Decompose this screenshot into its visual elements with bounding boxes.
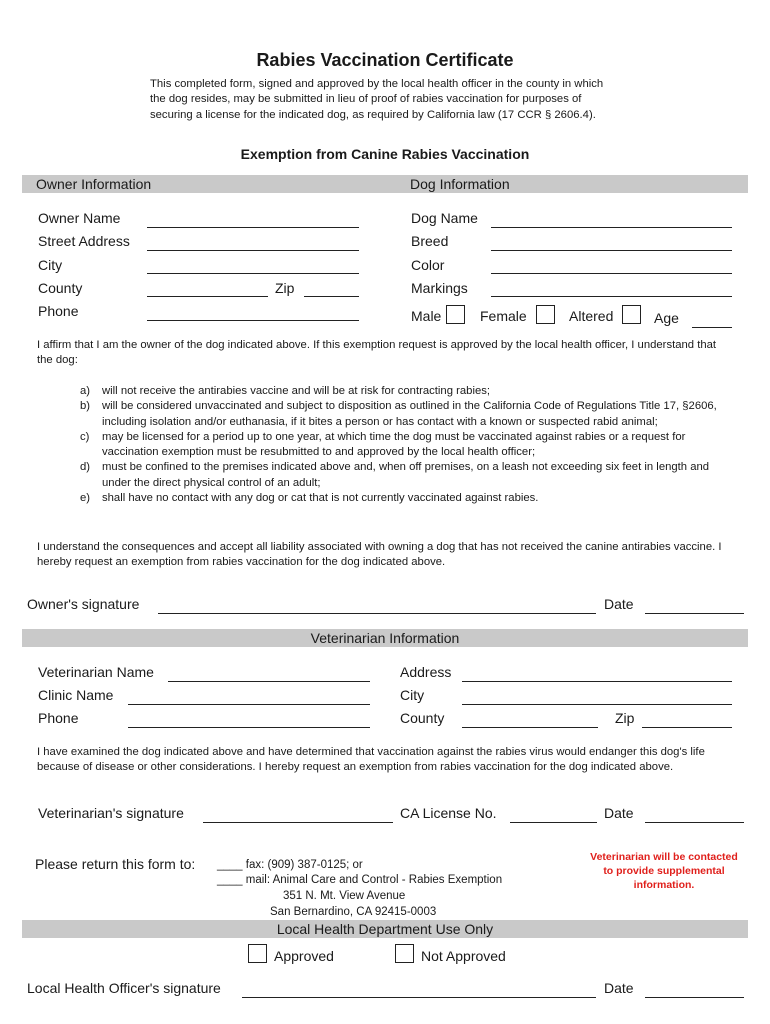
vet-county-field[interactable] xyxy=(462,727,598,728)
affirmation-text: I affirm that I am the owner of the dog indicated above. If this exemption request is approved by the local health officer, I understand that the dog: xyxy=(37,339,717,367)
vet-county-label: County xyxy=(400,710,445,726)
altered-label: Altered xyxy=(569,308,614,324)
vet-signature-label: Veterinarian's signature xyxy=(38,805,184,821)
male-checkbox[interactable] xyxy=(446,305,465,324)
clinic-name-field[interactable] xyxy=(128,704,370,705)
owner-signature-field[interactable] xyxy=(158,613,596,614)
owner-name-label: Owner Name xyxy=(38,210,121,226)
return-address-line2: San Bernardino, CA 92415-0003 xyxy=(270,906,437,918)
markings-label: Markings xyxy=(411,280,468,296)
age-field[interactable] xyxy=(692,327,732,328)
officer-signature-field[interactable] xyxy=(242,997,596,998)
not-approved-checkbox[interactable] xyxy=(395,944,414,963)
officer-date-field[interactable] xyxy=(645,997,744,998)
vet-name-label: Veterinarian Name xyxy=(38,664,154,680)
owner-signature-label: Owner's signature xyxy=(27,596,140,612)
owner-zip-field[interactable] xyxy=(304,296,359,297)
owner-phone-label: Phone xyxy=(38,303,79,319)
liability-text: I understand the consequences and accept all liability associated with owning a dog that has not received the canine antirabies vaccine. I hereby request an exemption from rabies vaccination for the dog indicated above. xyxy=(37,541,722,569)
approved-label: Approved xyxy=(274,948,334,964)
vet-statement: I have examined the dog indicated above and have determined that vaccination against the rabies virus would endanger this dog's life because of disease or other considerations. I hereby request an exemption from rabies vaccination for the dog indicated above. xyxy=(37,746,705,774)
form-title: Rabies Vaccination Certificate xyxy=(256,50,514,70)
owner-city-label: City xyxy=(38,257,63,273)
officer-signature-label: Local Health Officer's signature xyxy=(27,980,221,996)
return-mail: ____ mail: Animal Care and Control - Rabies Exemption xyxy=(217,874,503,886)
owner-county-field[interactable] xyxy=(147,296,268,297)
owner-name-field[interactable] xyxy=(147,227,359,228)
owner-info-header: Owner Information xyxy=(36,176,152,192)
male-label: Male xyxy=(411,308,442,324)
vet-city-label: City xyxy=(400,687,425,703)
female-label: Female xyxy=(480,308,527,324)
condition-item: c) may be licensed for a period up to one year, at which time the dog must be vaccinated against rabies or a request for vaccination exemption must be resubmitted to and approved by the local health officer; xyxy=(80,430,686,459)
license-field[interactable] xyxy=(510,822,597,823)
clinic-name-label: Clinic Name xyxy=(38,687,114,703)
vet-city-field[interactable] xyxy=(462,704,732,705)
return-label: Please return this form to: xyxy=(35,856,196,872)
vet-zip-field[interactable] xyxy=(642,727,732,728)
condition-item: a) will not receive the antirabies vaccine and will be at risk for contracting rabies; xyxy=(80,385,491,397)
age-label: Age xyxy=(654,310,679,326)
vet-name-field[interactable] xyxy=(168,681,370,682)
dog-info-header: Dog Information xyxy=(410,176,510,192)
breed-field[interactable] xyxy=(491,250,732,251)
owner-date-field[interactable] xyxy=(645,613,744,614)
vet-info-header: Veterinarian Information xyxy=(310,630,460,646)
vet-address-field[interactable] xyxy=(462,681,732,682)
dog-name-field[interactable] xyxy=(491,227,732,228)
vet-contact-notice: Veterinarian will be contacted to provide supplemental information. xyxy=(590,851,738,891)
vet-phone-field[interactable] xyxy=(128,727,370,728)
intro-paragraph: This completed form, signed and approved by the local health officer in the county in which the dog resides, may be submitted in lieu of proof of rabies vaccination for purposes of securing a license for the indicated dog, as required by California law (17 CCR § 2606.4). xyxy=(150,78,604,121)
officer-date-label: Date xyxy=(604,980,634,996)
vet-address-label: Address xyxy=(400,664,452,680)
return-fax: ____ fax: (909) 387-0125; or xyxy=(217,859,363,871)
street-address-label: Street Address xyxy=(38,233,130,249)
condition-item: d) must be confined to the premises indicated above and, when off premises, on a leash not exceeding six feet in length and under the direct physical control of an adult; xyxy=(80,461,710,489)
vet-date-label: Date xyxy=(604,805,634,821)
return-address-line1: 351 N. Mt. View Avenue xyxy=(283,890,406,902)
vet-phone-label: Phone xyxy=(38,710,79,726)
condition-item: e) shall have no contact with any dog or cat that is not currently vaccinated against rabies. xyxy=(80,492,539,505)
street-address-field[interactable] xyxy=(147,250,359,251)
owner-phone-field[interactable] xyxy=(147,320,359,321)
color-field[interactable] xyxy=(491,273,732,274)
owner-county-label: County xyxy=(38,280,83,296)
conditions-list xyxy=(80,384,740,506)
vet-signature-field[interactable] xyxy=(203,822,393,823)
color-label: Color xyxy=(411,257,445,273)
condition-item: b) will be considered unvaccinated and subject to disposition as outlined in the California Code of Regulations Title 17, §2606, including isolation and/or euthanasia, if it bites a person or has contact with a known or suspected rabid animal; xyxy=(80,400,717,428)
altered-checkbox[interactable] xyxy=(622,305,641,324)
owner-city-field[interactable] xyxy=(147,273,359,274)
not-approved-label: Not Approved xyxy=(421,948,506,964)
vet-date-field[interactable] xyxy=(645,822,744,823)
female-checkbox[interactable] xyxy=(536,305,555,324)
owner-date-label: Date xyxy=(604,596,634,612)
breed-label: Breed xyxy=(411,233,449,249)
lhd-header: Local Health Department Use Only xyxy=(276,921,494,937)
dog-name-label: Dog Name xyxy=(411,210,478,226)
vet-zip-label: Zip xyxy=(615,710,635,726)
approved-checkbox[interactable] xyxy=(248,944,267,963)
form-subtitle: Exemption from Canine Rabies Vaccination xyxy=(240,146,530,162)
license-label: CA License No. xyxy=(400,805,497,821)
owner-zip-label: Zip xyxy=(275,280,295,296)
markings-field[interactable] xyxy=(491,296,732,297)
